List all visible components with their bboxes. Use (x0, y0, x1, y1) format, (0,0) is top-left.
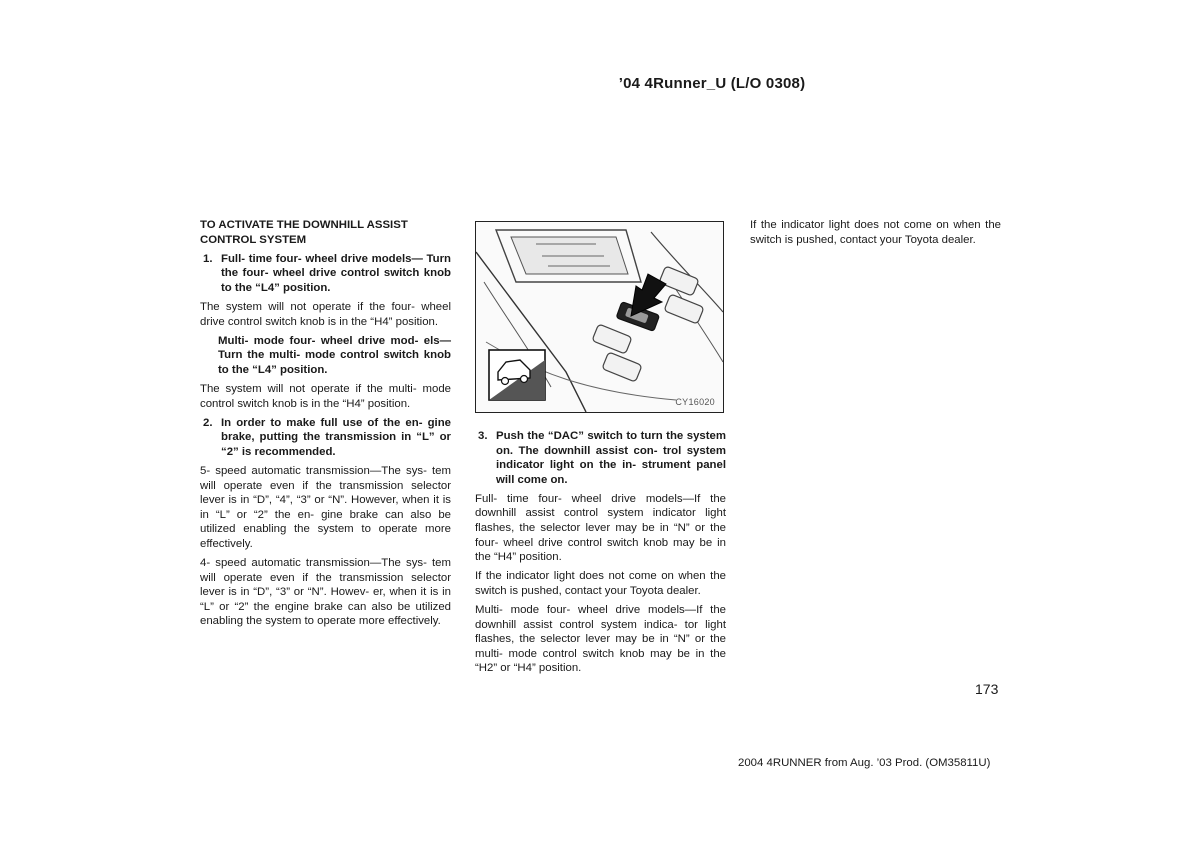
step-number: 1. (203, 252, 213, 265)
paragraph: 4- speed automatic transmission—The sys- tem will operate even if the transmission selector lever is in “D”, “3” or “N”. Howev- er, when it is in “L” or “2” the engine brake can also be utilized enabling the system to operate more effectively. (200, 556, 451, 628)
step-3 (475, 429, 726, 487)
column-left (200, 218, 451, 633)
panel-switch (592, 324, 632, 354)
document-footer: 2004 4RUNNER from Aug. ’03 Prod. (OM35811U) (738, 757, 991, 769)
paragraph: If the indicator light does not come on when the switch is pushed, contact your Toyota dealer. (475, 570, 726, 597)
console-drawing (476, 222, 723, 412)
panel-switch (659, 266, 699, 296)
paragraph: 5- speed automatic transmission—The sys- tem will operate even if the transmission selector lever is in “D”, “4”, “3” or “N”. However, when it is in “L” or “2” the en- gine brake can also be utilized enabling the system to operate more effectively. (200, 464, 451, 550)
step-text: Push the “DAC” switch to turn the system on. The downhill assist con- trol system indicator light on the in- strument panel will come on. (496, 430, 726, 486)
paragraph: Multi- mode four- wheel drive models—If the downhill assist control system indica- tor light flashes, the selector lever may be in “N” or the multi- mode control switch knob may be in the “H2” or “H4” position. (475, 604, 726, 675)
page-number: 173 (975, 681, 999, 697)
column-middle (475, 221, 726, 681)
figure-code: CY16020 (675, 397, 715, 408)
step-text: In order to make full use of the en- gine brake, putting the transmission in “L” or “2” is recommended. (221, 416, 451, 458)
document-title: ’04 4Runner_U (L/O 0308) (618, 75, 806, 92)
step-number: 2. (203, 416, 213, 429)
sub-instruction: Multi- mode four- wheel drive mod- els—Turn the multi- mode control switch knob to the “L4” position. (218, 334, 451, 376)
section-heading: TO ACTIVATE THE DOWNHILL ASSIST CONTROL SYSTEM (200, 219, 408, 246)
step-text: Full- time four- wheel drive models— Turn the four- wheel drive control switch knob to the “L4” position. (221, 252, 451, 294)
step-2 (200, 416, 451, 460)
document-header (0, 75, 1200, 92)
paragraph: The system will not operate if the multi- mode control switch knob is in the “H4” position. (200, 382, 451, 410)
wheel-icon (502, 378, 509, 385)
dac-switch-illustration (475, 221, 724, 413)
wheel-icon (521, 376, 528, 383)
panel-switch (602, 352, 642, 382)
step-1 (200, 252, 451, 296)
panel-switch (664, 294, 704, 324)
paragraph: Full- time four- wheel drive models—If the downhill assist control system indicator light flashes, the selector lever may be in “N” or the four- wheel drive control switch knob may be in the “H4” position. (475, 492, 726, 564)
paragraph: The system will not operate if the four- wheel drive control switch knob is in the “H4” position. (200, 300, 451, 328)
paragraph: If the indicator light does not come on when the switch is pushed, contact your Toyota dealer. (750, 219, 1001, 246)
step-number: 3. (478, 430, 488, 442)
column-right (750, 218, 1001, 252)
